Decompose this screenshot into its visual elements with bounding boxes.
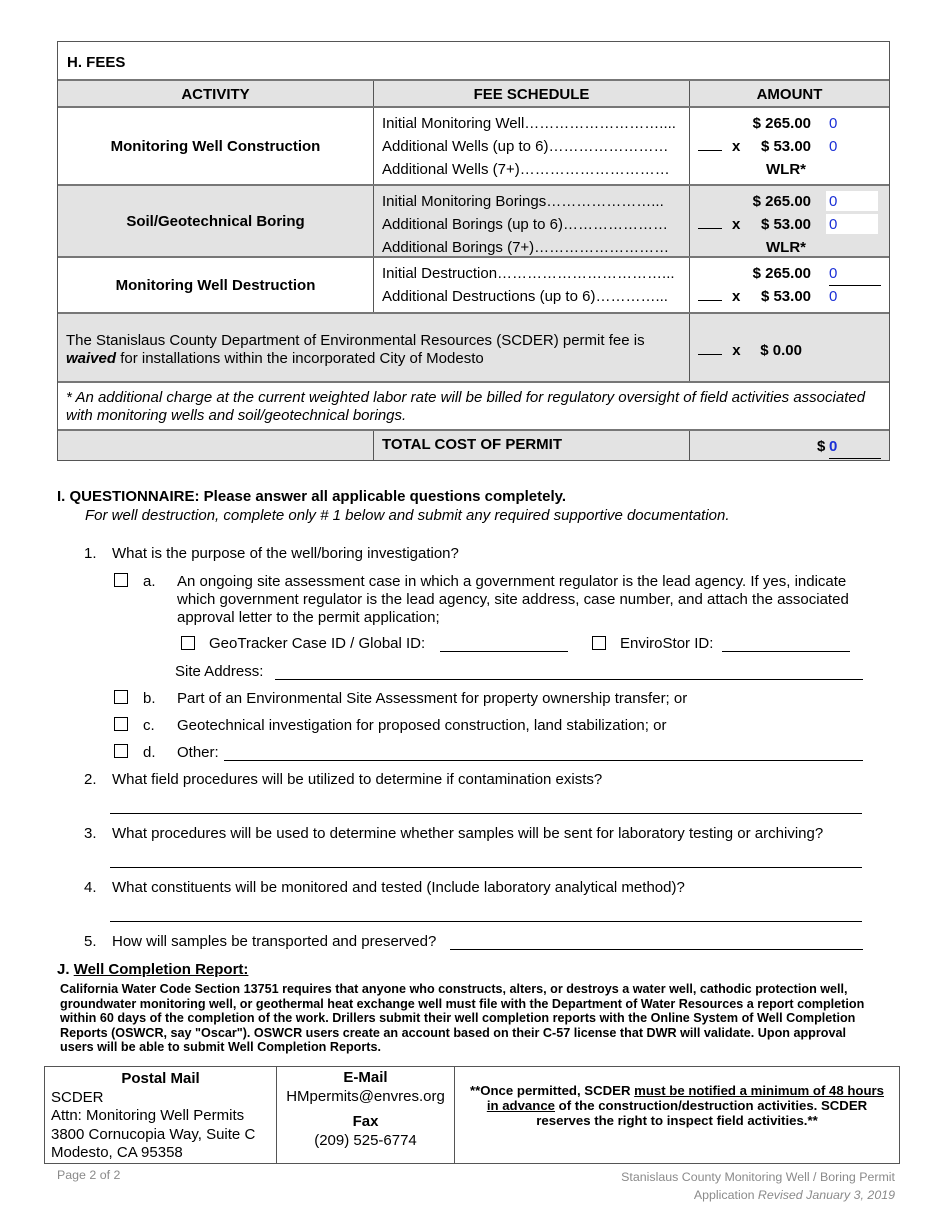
geotracker-checkbox[interactable] <box>181 636 195 650</box>
question-5-answer-field[interactable] <box>450 949 863 950</box>
fee-price: $ 0.00 <box>760 342 802 359</box>
option-b-text: Part of an Environmental Site Assessment for property ownership transfer; or <box>177 690 688 707</box>
fees-section-title: H. FEES <box>58 42 889 81</box>
email-address[interactable]: HMpermits@envres.org <box>286 1088 445 1105</box>
amount-input[interactable]: 0 <box>829 193 838 210</box>
fee-price: $ 53.00 <box>760 138 811 155</box>
multiplier: x <box>732 342 741 359</box>
postal-line: SCDER <box>51 1088 104 1106</box>
quantity-blank[interactable] <box>698 150 722 151</box>
notification-notice <box>455 1067 899 1163</box>
fee-row-soil-geotechnical-boring <box>58 186 889 258</box>
amount-input[interactable]: 0 <box>829 138 838 155</box>
fee-row-monitoring-well-construction <box>58 108 889 186</box>
notice-suffix: of the construction/destruction activities. SCDER reserves the right to inspect field activities.** <box>536 1098 868 1128</box>
footer-revision <box>694 1188 895 1202</box>
question-4-text: What constituents will be monitored and tested (Include laboratory analytical method)? <box>112 879 685 896</box>
question-5-text: How will samples be transported and preserved? <box>112 933 437 950</box>
completion-report-body: California Water Code Section 13751 requires that anyone who constructs, alters, or destroys a water well, cathodic protection well, groundwater monitoring well, or geothermal heat exchange well must file with the Department of Water Resources a report completion within 60 days of the completion of the work. Drillers submit their well completion reports with the Online System of Well Completion Reports (OSWCR, say "Oscar"). OSWCR users create an account based on their C-57 license that DWR will validate. Upon approval users will be able to submit Well Completion Reports. <box>60 982 865 1055</box>
question-1-text: What is the purpose of the well/boring investigation? <box>112 545 459 562</box>
amount-cell <box>690 108 889 184</box>
waiver-emphasis: waived <box>66 350 117 367</box>
envirostor-checkbox[interactable] <box>592 636 606 650</box>
multiplier: x <box>732 288 741 305</box>
footer-application-label: Application <box>693 1188 758 1202</box>
total-label: TOTAL COST OF PERMIT <box>374 431 690 460</box>
amount-cell <box>690 314 889 381</box>
notice-underlined: must be notified a minimum of 48 hours in advance <box>486 1083 884 1113</box>
footer-revised-date: Revised January 3, 2019 <box>757 1188 895 1202</box>
total-amount-input[interactable]: 0 <box>829 435 881 459</box>
activity-label: Soil/Geotechnical Boring <box>58 186 374 256</box>
fee-price: $ 265.00 <box>752 265 811 282</box>
question-4-answer-field[interactable] <box>110 921 862 922</box>
schedule-item: Additional Wells (up to 6)…………………… <box>382 138 669 155</box>
activity-label: Monitoring Well Construction <box>58 108 374 184</box>
option-letter: d. <box>143 744 156 761</box>
envirostor-label: EnviroStor ID: <box>620 635 714 652</box>
option-a-text-line2: which government regulator is the lead agency, site address, case number, and attach the associated <box>177 591 849 608</box>
option-a-text-line3: approval letter to the permit application; <box>177 609 440 626</box>
quantity-blank[interactable] <box>698 228 722 229</box>
fee-price-wlr: WLR* <box>766 239 806 256</box>
amount-input[interactable]: 0 <box>829 262 881 286</box>
option-letter: b. <box>143 690 156 707</box>
option-d-checkbox[interactable] <box>114 744 128 758</box>
amount-cell <box>690 258 889 312</box>
schedule-item: Additional Borings (up to 6)………………… <box>382 216 668 233</box>
schedule-item: Initial Monitoring Well……………………….... <box>382 115 676 132</box>
waiver-text <box>58 314 690 381</box>
page-number: Page 2 of 2 <box>57 1168 121 1182</box>
questionnaire-title: I. QUESTIONNAIRE: Please answer all applicable questions completely. <box>57 488 567 505</box>
total-amount-cell <box>690 431 889 460</box>
option-c-text: Geotechnical investigation for proposed construction, land stabilization; or <box>177 717 667 734</box>
fees-table <box>57 41 890 461</box>
fee-price: $ 265.00 <box>752 193 811 210</box>
postal-line: 3800 Cornucopia Way, Suite C <box>51 1125 256 1143</box>
activity-label: Monitoring Well Destruction <box>58 258 374 312</box>
header-fee-schedule: FEE SCHEDULE <box>374 81 690 106</box>
total-spacer <box>58 431 374 460</box>
option-letter: c. <box>143 717 155 734</box>
option-c-checkbox[interactable] <box>114 717 128 731</box>
postal-line: Modesto, CA 95358 <box>51 1144 183 1162</box>
schedule-item: Additional Destructions (up to 6)…………... <box>382 288 668 305</box>
fee-schedule <box>374 186 690 256</box>
fee-row-monitoring-well-destruction <box>58 258 889 314</box>
questionnaire-subtitle: For well destruction, complete only # 1 below and submit any required supportive documentation. <box>85 507 730 524</box>
quantity-blank[interactable] <box>698 354 722 355</box>
fees-header-row <box>58 81 889 108</box>
fee-schedule <box>374 258 690 312</box>
postal-line: Attn: Monitoring Well Permits <box>51 1107 245 1125</box>
option-b-checkbox[interactable] <box>114 690 128 704</box>
fee-price: $ 53.00 <box>760 288 811 305</box>
fax-heading: Fax <box>352 1113 379 1130</box>
waiver-text-before: The Stanislaus County Department of Environmental Resources (SCDER) permit fee is <box>66 332 645 349</box>
question-number: 5. <box>84 933 97 950</box>
amount-input[interactable]: 0 <box>829 115 838 132</box>
option-a-text-line1: An ongoing site assessment case in which a government regulator is the lead agency. If yes, indicate <box>177 573 847 590</box>
fee-row-total <box>58 431 889 460</box>
waiver-text-after: for installations within the incorporated City of Modesto <box>116 350 484 367</box>
option-letter: a. <box>143 573 156 590</box>
geotracker-label: GeoTracker Case ID / Global ID: <box>209 635 426 652</box>
postal-mail-cell <box>45 1067 277 1163</box>
option-d-other-field[interactable] <box>224 760 863 761</box>
option-a-checkbox[interactable] <box>114 573 128 587</box>
total-currency: $ <box>817 438 826 455</box>
section-title: Well Completion Report: <box>73 961 249 978</box>
question-2-answer-field[interactable] <box>110 813 862 814</box>
question-2-text: What field procedures will be utilized to determine if contamination exists? <box>112 771 603 788</box>
quantity-blank[interactable] <box>698 300 722 301</box>
schedule-item: Initial Destruction……………………………... <box>382 265 675 282</box>
email-heading: E-Mail <box>343 1069 388 1086</box>
notice-prefix: **Once permitted, SCDER <box>469 1083 635 1098</box>
schedule-item: Initial Monitoring Borings…………………... <box>382 193 664 210</box>
fee-price: $ 53.00 <box>760 216 811 233</box>
question-number: 1. <box>84 545 97 562</box>
question-3-answer-field[interactable] <box>110 867 862 868</box>
amount-cell <box>690 186 889 256</box>
postal-heading: Postal Mail <box>121 1070 200 1087</box>
question-number: 3. <box>84 825 97 842</box>
fee-price-wlr: WLR* <box>766 161 806 178</box>
question-number: 4. <box>84 879 97 896</box>
email-fax-cell <box>277 1067 455 1163</box>
contact-table <box>44 1066 900 1164</box>
header-activity: ACTIVITY <box>58 81 374 106</box>
header-amount: AMOUNT <box>756 86 823 103</box>
geotracker-id-field[interactable] <box>440 651 568 652</box>
schedule-item: Additional Wells (7+)………………………… <box>382 161 670 178</box>
amount-input[interactable]: 0 <box>829 216 838 233</box>
question-number: 2. <box>84 771 97 788</box>
fee-price: $ 265.00 <box>752 115 811 132</box>
schedule-item: Additional Borings (7+)……………………… <box>382 239 670 256</box>
multiplier: x <box>732 138 741 155</box>
footer-doc-title: Stanislaus County Monitoring Well / Boring Permit <box>621 1170 895 1184</box>
fax-number: (209) 525-6774 <box>314 1132 417 1149</box>
option-d-text: Other: <box>177 744 219 761</box>
weighted-labor-rate-note: * An additional charge at the current weighted labor rate will be billed for regulatory oversight of field activities associated with monitoring wells and soil/geotechnical borings. <box>66 389 866 424</box>
fee-row-note <box>58 383 889 431</box>
site-address-label: Site Address: <box>175 663 264 680</box>
section-prefix: J. <box>57 961 70 978</box>
site-address-field[interactable] <box>275 679 863 680</box>
completion-report-title <box>57 961 248 978</box>
envirostor-id-field[interactable] <box>722 651 850 652</box>
fee-row-waiver <box>58 314 889 383</box>
fee-schedule <box>374 108 690 184</box>
multiplier: x <box>732 216 741 233</box>
amount-input[interactable]: 0 <box>829 288 838 305</box>
question-3-text: What procedures will be used to determine whether samples will be sent for laboratory testing or archiving? <box>112 825 824 842</box>
